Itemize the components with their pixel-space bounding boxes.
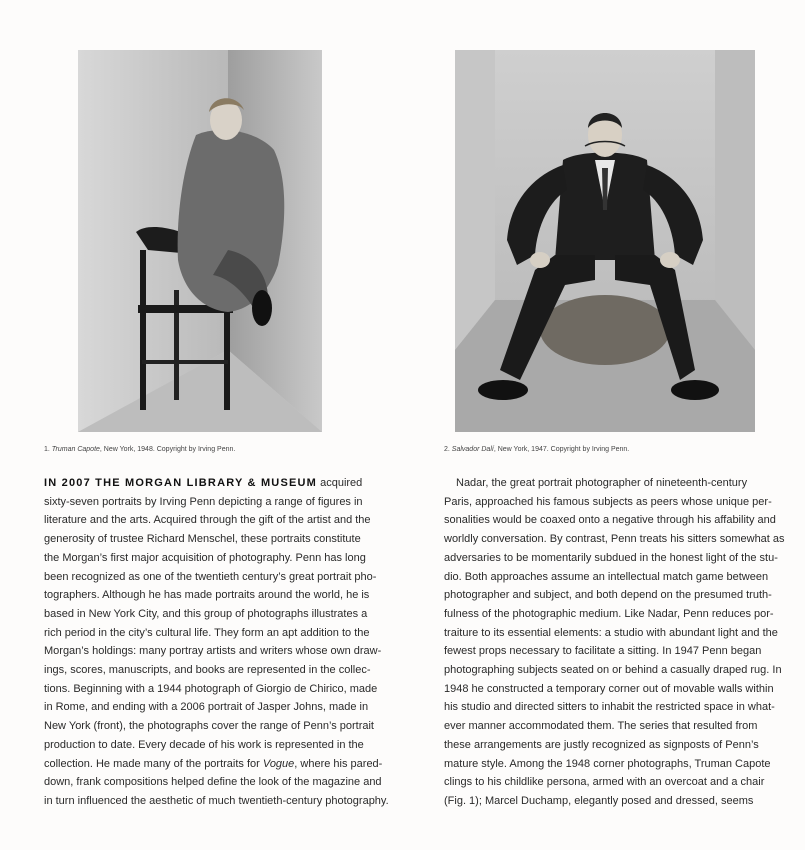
right-lines bbox=[444, 474, 785, 811]
text-line-lead: IN 2007 THE MORGAN LIBRARY & MUSEUM acquired bbox=[44, 477, 363, 489]
text-line: traiture to its essential elements: a studio with abundant light and the bbox=[444, 626, 778, 639]
photo-salvador-dali bbox=[455, 50, 755, 432]
caption-photo-2 bbox=[444, 446, 629, 453]
text-line: worldly conversation. By contrast, Penn treats his sitters somewhat as bbox=[444, 533, 785, 546]
text-line: 1948 he constructed a temporary corner out of movable walls within bbox=[444, 682, 774, 695]
text-line: clings to his childlike persona, armed with an overcoat and a chair bbox=[444, 776, 765, 789]
text-line: mature style. Among the 1948 corner photographs, Truman Capote bbox=[444, 757, 771, 770]
text-line: ings, scores, manuscripts, and books are represented in the collec- bbox=[44, 664, 371, 677]
body-text-right-column bbox=[444, 474, 785, 811]
caption-text: , New York, 1948. Copyright by Irving Penn. bbox=[99, 446, 236, 453]
text-line: Morgan’s holdings: many portray artists and writers whose own draw- bbox=[44, 645, 382, 658]
text-line: fewest props necessary to facilitate a sitting. In 1947 Penn began bbox=[444, 645, 762, 658]
text-line: photographing subjects seated on or behind a casually draped rug. In bbox=[444, 664, 782, 677]
text-line: tions. Beginning with a 1944 photograph of Giorgio de Chirico, made bbox=[44, 682, 378, 695]
left-lines bbox=[44, 493, 382, 755]
text-line: tographers. Although he has made portraits around the world, he is bbox=[44, 589, 370, 602]
lead-in-heading: IN 2007 THE MORGAN LIBRARY & MUSEUM bbox=[44, 477, 318, 489]
text-line: dio. Both approaches assume an intellectual match game between bbox=[444, 570, 769, 583]
caption-title: Truman Capote bbox=[51, 446, 100, 453]
body-text-left-column bbox=[44, 474, 389, 811]
text-line: Nadar, the great portrait photographer of nineteenth-century bbox=[456, 477, 748, 489]
text-line: photographer and subject, and both depend on the presumed truth- bbox=[444, 589, 772, 602]
text-line: production to date. Every decade of his work is represented in the bbox=[44, 738, 364, 751]
text-line: literature and the arts. Acquired through the gift of the artist and the bbox=[44, 514, 371, 527]
caption-number: 2. bbox=[444, 446, 450, 453]
text-line: these arrangements are justly recognized as signposts of Penn’s bbox=[444, 738, 759, 751]
magazine-title-vogue: Vogue bbox=[262, 757, 295, 770]
text-line: in turn influenced the aesthetic of much twentieth-century photography. bbox=[44, 794, 389, 807]
text-line: New York (front), the photographs cover the range of Penn’s portrait bbox=[44, 720, 374, 733]
text-line: sixty-seven portraits by Irving Penn depicting a range of figures in bbox=[44, 495, 363, 508]
left-final-lines bbox=[44, 773, 389, 810]
text-line: Paris, approached his famous subjects as peers whose unique per- bbox=[444, 495, 772, 508]
text-line: based in New York City, and this group of photographs illustrates a bbox=[44, 607, 368, 620]
text-line: been recognized as one of the twentieth century’s great portrait pho- bbox=[44, 570, 377, 583]
caption-title: Salvador Dalí bbox=[451, 446, 494, 453]
text-line: sonalities would be coaxed onto a negative through his affability and bbox=[444, 514, 776, 527]
text-line: rich period in the city’s cultural life. They form an apt addition to the bbox=[44, 626, 370, 639]
caption-text: , New York, 1947. Copyright by Irving Penn. bbox=[493, 446, 630, 453]
text-line-vogue: collection. He made many of the portraits for Vogue, where his pared- bbox=[44, 757, 383, 770]
text-line: adversaries to be momentarily subdued in the honest light of the stu- bbox=[444, 551, 778, 564]
text-line: generosity of trustee Richard Menschel, these portraits constitute bbox=[44, 533, 361, 546]
text-line: in Rome, and ending with a 2006 portrait of Jasper Johns, made in bbox=[44, 701, 369, 714]
text-line: ever manner accommodated them. The series that resulted from bbox=[444, 720, 758, 733]
text-line: the Morgan’s first major acquisition of photography. Penn has long bbox=[44, 551, 366, 564]
caption-photo-1 bbox=[44, 446, 235, 453]
text-line: fulness of the photographic medium. Like Nadar, Penn reduces por- bbox=[444, 607, 774, 620]
text-line: down, frank compositions helped define the look of the magazine and bbox=[44, 776, 382, 789]
text-line: (Fig. 1); Marcel Duchamp, elegantly posed and dressed, seems bbox=[444, 794, 754, 807]
photo-truman-capote bbox=[78, 50, 322, 432]
caption-number: 1. bbox=[44, 446, 50, 453]
text-line: his studio and directed sitters to inhabit the restricted space in what- bbox=[444, 701, 775, 714]
